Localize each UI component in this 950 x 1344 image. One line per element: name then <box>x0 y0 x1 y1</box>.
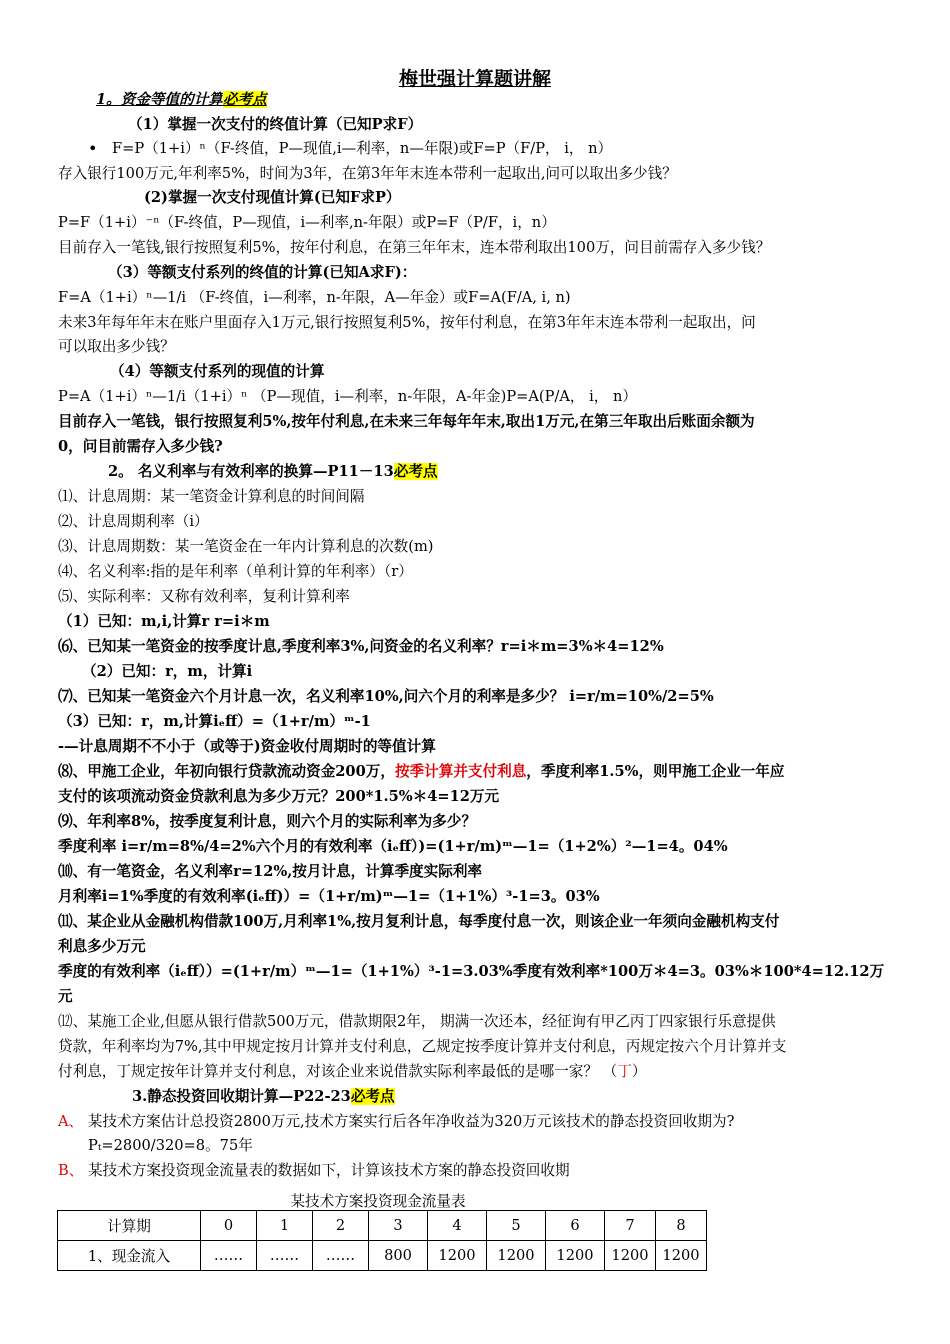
page-title: 梅世强计算题讲解 <box>398 68 551 90</box>
example-11-answer-end: 元 <box>58 988 73 1005</box>
example-12-text: 付利息，丁规定按年计算并支付利息，对该企业来说借款实际利率最低的是哪一家？ （ <box>58 1063 618 1080</box>
example-12-answer: 丁 <box>617 1063 632 1080</box>
example-12-line-3 <box>58 1062 898 1082</box>
definition-1: ⑴、计息周期：某一笔资金计算利息的时间间隔 <box>58 488 365 505</box>
question-4-line-2: 0，问目前需存入多少钱? <box>58 438 223 455</box>
table-cell: 0 <box>201 1211 257 1241</box>
table-cell: 1 <box>257 1211 313 1241</box>
definition-2: ⑵、计息周期利率（i） <box>58 513 209 530</box>
table-cell: 1200 <box>605 1241 656 1271</box>
question-b-label: B、 <box>58 1162 84 1179</box>
example-8-line-1 <box>58 762 898 782</box>
must-test-badge: 必考点 <box>393 463 438 480</box>
sub-heading-2: (2)掌握一次支付现值计算(已知F求P） <box>144 189 401 206</box>
definition-4: ⑷、名义利率:指的是年利率（单利计算的年利率）（r） <box>58 563 413 580</box>
definition-3: ⑶、计息周期数：某一笔资金在一年内计算利息的次数(m) <box>58 538 434 555</box>
table-caption: 某技术方案投资现金流量表 <box>290 1193 466 1210</box>
example-9: ⑼、年利率8%，按季度复利计息，则六个月的实际利率为多少？ <box>58 813 477 830</box>
example-11-answer: 季度的有效利率（iₑff））=(1+r/m）ᵐ—1=（1+1%）³-1=3.03%季度有效利率*100万＊4=3。03%＊100*4=12.12万 <box>58 963 885 980</box>
question-1: 存入银行100万元,年利率5%，时间为3年，在第3年年末连本带利一起取出,问可以取出多少钱？ <box>58 165 677 182</box>
question-b-text: 某技术方案投资现金流量表的数据如下，计算该技术方案的静态投资回收期 <box>83 1162 570 1179</box>
example-11-line-1: ⑾、某企业从金融机构借款100万,月利率1%,按月复利计息，每季度付息一次，则该企业一年须向金融机构支付 <box>58 913 780 930</box>
table-cell: …… <box>201 1241 257 1271</box>
example-12-line-2: 贷款，年利率均为7%,其中甲规定按月计算并支付利息，乙规定按季度计算并支付利息，丙规定按六个月计算并支 <box>58 1038 787 1055</box>
table-row <box>58 1241 707 1271</box>
example-8-highlight: 按季计算并支付利息 <box>394 763 527 780</box>
known-case-3: （3）已知：r，m,计算iₑff）=（1+r/m）ᵐ-1 <box>58 713 371 730</box>
table-cell: 1200 <box>546 1241 605 1271</box>
sub-heading-3: （3）等额支付系列的终值的计算(已知A求F)： <box>108 264 417 281</box>
formula-3: F=A（1+i）ⁿ—1/i （F-终值，i—利率，n-年限，A—年金）或F=A(F/A, i, n) <box>58 289 571 306</box>
known-case-1: （1）已知：m,i,计算r r=i＊m <box>58 613 270 630</box>
section-1-heading <box>96 90 936 110</box>
question-3-line-1: 未来3年每年年末在账户里面存入1万元,银行按照复利5%，按年付利息，在第3年年末连本带利一起取出，问 <box>58 314 756 331</box>
formula-4: P=A（1+i）ⁿ—1/i（1+i）ⁿ （P—现值，i—利率，n-年限，A-年金)P=A(P/A， i， n） <box>58 388 638 405</box>
question-4-line-1: 目前存入一笔钱，银行按照复利5%,按年付利息,在未来三年每年年末,取出1万元,在第三年取出后账面余额为 <box>58 413 755 430</box>
table-cell: 6 <box>546 1211 605 1241</box>
known-case-2: （2）已知：r，m，计算i <box>82 663 253 680</box>
table-cell: …… <box>257 1241 313 1271</box>
question-3-line-2: 可以取出多少钱？ <box>58 338 175 355</box>
table-cell: …… <box>313 1241 369 1271</box>
bullet-icon: • <box>88 139 98 158</box>
question-a-answer: Pₜ=2800/320=8。75年 <box>88 1137 253 1154</box>
table-cell: 4 <box>428 1211 487 1241</box>
section-2-heading-text: 2。 名义利率与有效利率的换算—P11－13 <box>108 463 394 480</box>
section-3-heading <box>132 1087 950 1107</box>
question-a-text: 某技术方案估计总投资2800万元,技术方案实行后各年净收益为320万元该技术的静态投资回收期为? <box>83 1113 735 1130</box>
example-6: ⑹、已知某一笔资金的按季度计息,季度利率3%,问资金的名义利率？r=i＊m=3%＊4=12% <box>58 638 664 655</box>
formula-1: F=P（1+i）ⁿ（F-终值，P—现值,i—利率，n—年限)或F=P（F/P， i， n） <box>112 140 613 157</box>
table-cell: 1200 <box>428 1241 487 1271</box>
example-8-text-cont: ，季度利率1.5%，则甲施工企业一年应 <box>526 763 785 780</box>
section-1-heading-text: 1。资金等值的计算 <box>96 91 223 108</box>
question-b <box>58 1161 898 1181</box>
example-10-answer: 月利率i=1%季度的有效利率(iₑff)）=（1+r/m)ᵐ—1=（1+1%）³-1=3。03% <box>58 888 600 905</box>
example-10: ⑽、有一笔资金，名义利率r=12%,按月计息，计算季度实际利率 <box>58 863 483 880</box>
formula-2: P=F（1+i）⁻ⁿ（F-终值，P—现值，i—利率,n-年限）或P=F（P/F，i，n） <box>58 214 556 231</box>
table-cell: 5 <box>487 1211 546 1241</box>
sub-heading-4: （4）等额支付系列的现值的计算 <box>110 363 325 380</box>
cash-flow-table <box>57 1210 707 1271</box>
example-12-line-1: ⑿、某施工企业,但愿从银行借款500万元，借款期限2年， 期满一次还本，经征询有甲乙丙丁四家银行乐意提供 <box>58 1013 776 1030</box>
question-a-label: A、 <box>58 1113 84 1130</box>
table-cell: 1、现金流入 <box>58 1241 201 1271</box>
example-11-line-2: 利息多少万元 <box>58 938 146 955</box>
table-cell: 1200 <box>656 1241 707 1271</box>
table-cell: 8 <box>656 1211 707 1241</box>
table-cell: 2 <box>313 1211 369 1241</box>
sub-heading-1: （1）掌握一次支付的终值计算（已知P求F） <box>128 116 423 133</box>
table-cell: 计算期 <box>58 1211 201 1241</box>
table-cell: 7 <box>605 1211 656 1241</box>
section-2-heading <box>108 462 948 482</box>
question-2: 目前存入一笔钱,银行按照复利5%，按年付利息，在第三年年末，连本带利取出100万，问目前需存入多少钱？ <box>58 239 771 256</box>
must-test-badge: 必考点 <box>222 91 267 108</box>
example-8-text: ⑻、甲施工企业，年初向银行贷款流动资金200万， <box>58 763 395 780</box>
example-9-answer: 季度利率 i=r/m=8%/4=2%六个月的有效利率（iₑff）)=(1+r/m)ᵐ—1=（1+2%）²—1=4。04% <box>58 838 728 855</box>
known-case-3-note: -—计息周期不不小于（或等于)资金收付周期时的等值计算 <box>58 738 436 755</box>
question-a <box>58 1112 898 1132</box>
section-3-heading-text: 3.静态投资回收期计算—P22-23 <box>132 1088 351 1105</box>
table-cell: 3 <box>369 1211 428 1241</box>
example-7: ⑺、已知某一笔资金六个月计息一次，名义利率10%,问六个月的利率是多少？ i=r/m=10%/2=5% <box>58 688 714 705</box>
example-12-close: ） <box>631 1063 647 1080</box>
table-cell: 1200 <box>487 1241 546 1271</box>
table-header-row <box>58 1211 707 1241</box>
table-cell: 800 <box>369 1241 428 1271</box>
must-test-badge: 必考点 <box>350 1088 395 1105</box>
example-8-line-2: 支付的该项流动资金贷款利息为多少万元？200*1.5%＊4=12万元 <box>58 788 500 805</box>
definition-5: ⑸、实际利率：又称有效利率，复利计算利率 <box>58 588 350 605</box>
